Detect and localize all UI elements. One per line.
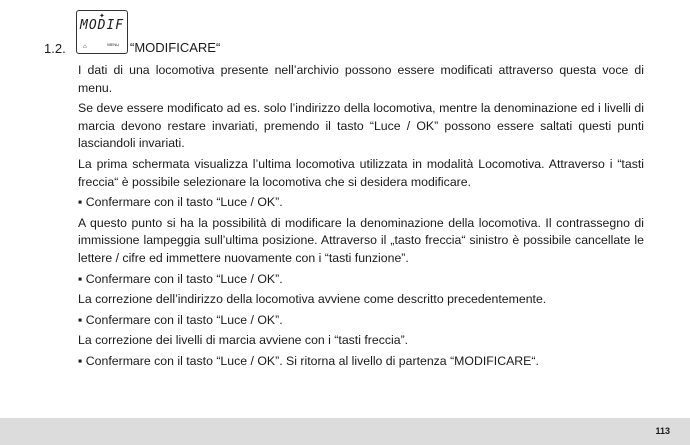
lcd-display-text: MODIF: [80, 18, 125, 33]
bullet-item: ▪ Confermare con il tasto “Luce / OK”. Si ritorna al livello di partenza “MODIFICARE“.: [78, 353, 644, 371]
paragraph: La correzione dell’indirizzo della locomotiva avviene come descritto precedentemente.: [78, 292, 547, 307]
paragraph: La correzione dei livelli di marcia avviene con i “tasti freccia”.: [78, 333, 409, 348]
bullet-item: ▪ Confermare con il tasto “Luce / OK”.: [78, 312, 644, 330]
paragraph: I dati di una locomotiva presente nell’archivio possono essere modificati attraverso questa voce di menu.: [78, 63, 644, 95]
train-indicator-icon: ✦: [99, 13, 105, 20]
page-number: 113: [655, 426, 670, 436]
bullet-item: ▪ Confermare con il tasto “Luce / OK”.: [78, 194, 644, 212]
section-number: 1.2.: [44, 41, 66, 56]
page-footer: [0, 418, 690, 445]
home-indicator-icon: ⌂: [83, 44, 87, 50]
body-text: [78, 62, 644, 374]
section-header: [44, 10, 644, 56]
lcd-display-icon: [76, 10, 128, 54]
paragraph: Se deve essere modificato ad es. solo l’indirizzo della locomotiva, mentre la denominazione ed i livelli di marcia devono restare invariati, premendo il tasto “Luce / OK” possono essere saltati questi punti lasciandoli invariati.: [78, 101, 644, 151]
paragraph: La prima schermata visualizza l’ultima locomotiva utilizzata in modalità Locomotiva. Attraverso i “tasti freccia“ è possibile selezionare la locomotiva che si desidera modificare.: [78, 156, 644, 189]
section-title: “MODIFICARE“: [130, 40, 221, 55]
bullet-item: ▪ Confermare con il tasto “Luce / OK”.: [78, 271, 644, 289]
paragraph: A questo punto si ha la possibilità di modificare la denominazione della locomotiva. Il contrassegno di immissione lampeggia sull’ultima posizione. Attraverso il „tasto freccia“ sinistro è possibile cancellate le lettere / cifre ed immettere nuovamente con i “tasti funzione”.: [78, 215, 644, 265]
lcd-menu-label: MENU: [107, 42, 119, 47]
